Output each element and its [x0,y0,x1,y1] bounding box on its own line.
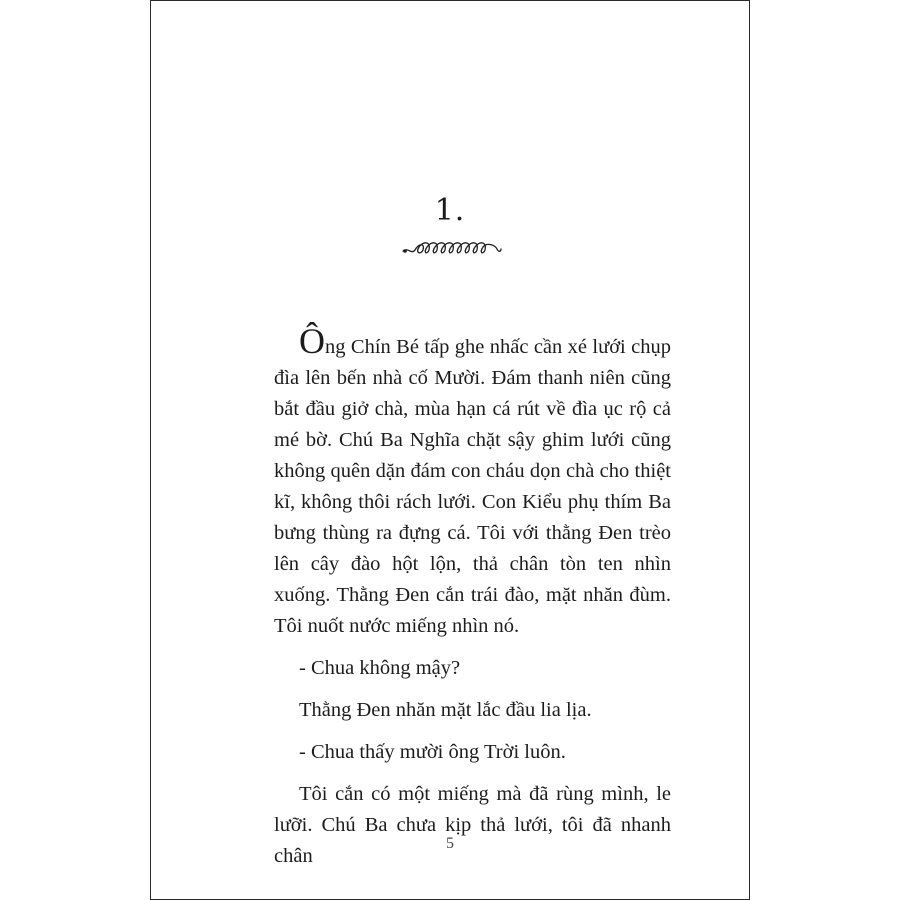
opening-paragraph [274,321,671,642]
chapter-number: 1. [434,193,466,228]
swirl-flourish-icon [401,237,503,257]
book-page [150,0,750,900]
narration-line: Thằng Đen nhăn mặt lắc đầu lia lịa. [299,699,592,721]
dialogue-line: - Chua thấy mười ông Trời luôn. [299,741,566,763]
drop-cap: Ô [299,321,325,361]
paragraph-text: ng Chín Bé tấp ghe nhấc cần xé lưới chụp đìa lên bến nhà cố Mười. Đám thanh niên cũng bắt đầu giở chà, mùa hạn cá rút về đìa ục rộ cả mé bờ. Chú Ba Nghĩa chặt sậy ghim lưới cũng không quên dặn đám con cháu dọn chà cho thiệt kĩ, không thôi rách lưới. Con Kiểu phụ thím Ba bưng thùng ra đựng cá. Tôi với thằng Đen trèo lên cây đào hột lộn, thả chân tòn ten nhìn xuống. Thằng Đen cắn trái đào, mặt nhăn đùm. Tôi nuốt nước miếng nhìn nó. [274,336,671,637]
page-number: 5 [446,835,454,852]
chapter-body [274,321,671,872]
closing-paragraph: Tôi cắn có một miếng mà đã rùng mình, le lưỡi. Chú Ba chưa kịp thả lưới, tôi đã nhanh chân [274,783,671,867]
dialogue-line: - Chua không mậy? [299,657,461,679]
